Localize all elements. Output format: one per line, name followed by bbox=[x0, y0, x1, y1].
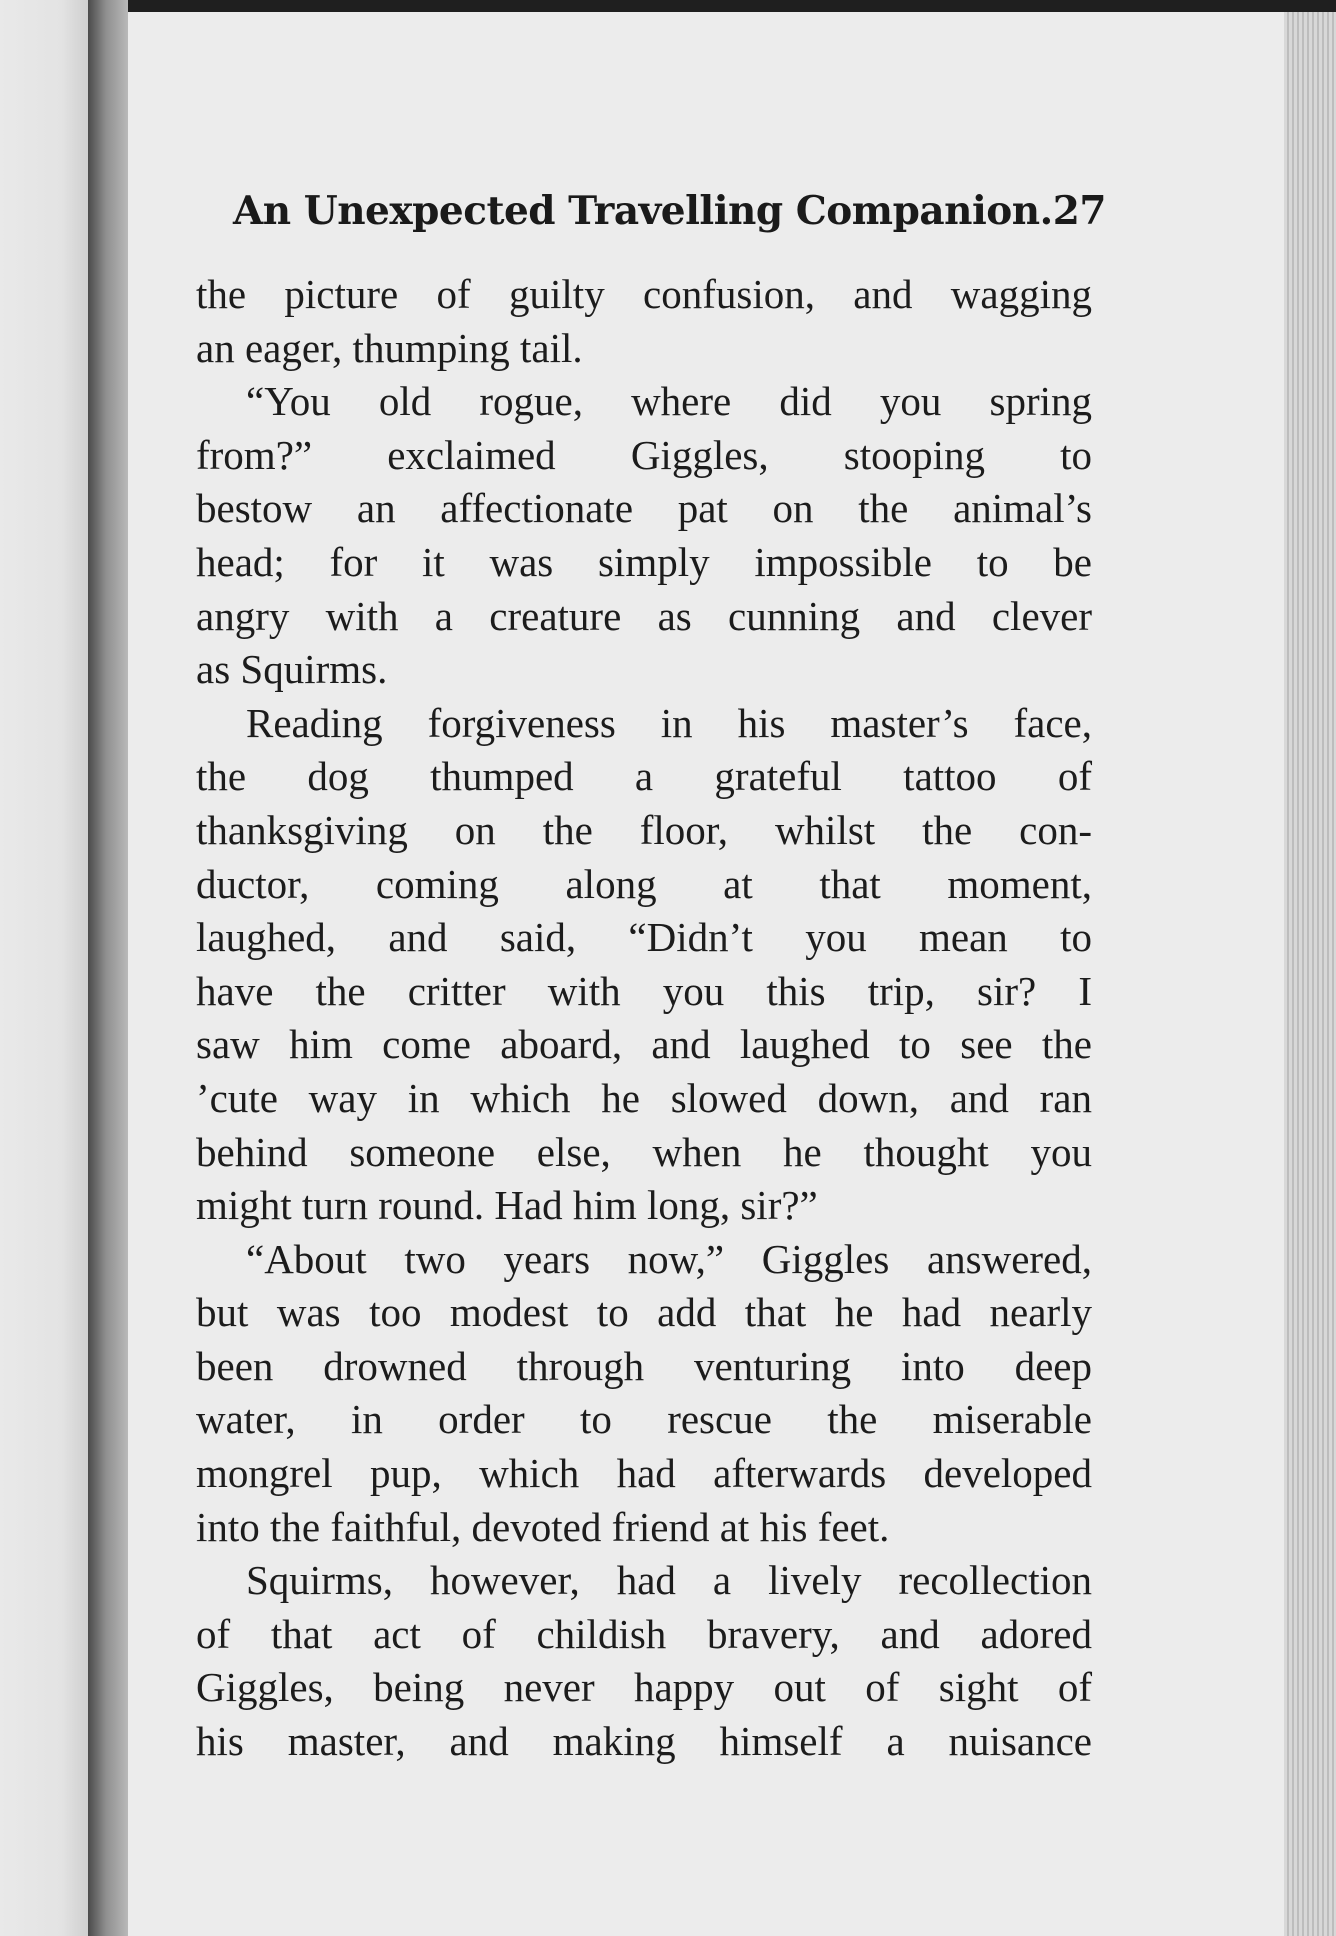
text-line: as Squirms. bbox=[196, 646, 388, 693]
text-line: “About two years now,” Giggles answered, bbox=[246, 1235, 1092, 1282]
text-line: have the critter with you this trip, sir? I bbox=[196, 967, 1092, 1014]
text-line: Reading forgiveness in his master’s face, bbox=[246, 699, 1092, 746]
paragraph bbox=[196, 697, 1092, 1233]
text-line: the picture of guilty confusion, and wagging bbox=[196, 271, 1092, 317]
text-line: of that act of childish bravery, and adored bbox=[196, 1610, 1092, 1657]
running-head-title: An Unexpected Travelling Companion. bbox=[233, 188, 1053, 234]
text-line: water, in order to rescue the miserable bbox=[196, 1396, 1092, 1443]
text-line: “You old rogue, where did you spring bbox=[246, 378, 1092, 425]
text-line: Squirms, however, had a lively recollection bbox=[246, 1557, 1092, 1604]
facing-page-edge bbox=[0, 0, 88, 1936]
scan-top-shadow bbox=[88, 0, 1336, 12]
text-line: the dog thumped a grateful tattoo of bbox=[196, 753, 1092, 800]
text-line: angry with a creature as cunning and clever bbox=[196, 592, 1092, 639]
text-line: an eager, thumping tail. bbox=[196, 324, 583, 371]
text-line: but was too modest to add that he had nearly bbox=[196, 1289, 1092, 1336]
text-line: head; for it was simply impossible to be bbox=[196, 538, 1092, 585]
text-line: bestow an affectionate pat on the animal’s bbox=[196, 485, 1092, 532]
paragraph bbox=[196, 375, 1092, 697]
book-gutter bbox=[88, 0, 128, 1936]
text-line: behind someone else, when he thought you bbox=[196, 1128, 1092, 1175]
running-head bbox=[233, 188, 1107, 234]
text-line: ’cute way in which he slowed down, and ran bbox=[196, 1074, 1092, 1121]
paragraph bbox=[196, 1554, 1092, 1768]
text-line: from?” exclaimed Giggles, stooping to bbox=[196, 431, 1092, 478]
paragraph bbox=[196, 1233, 1092, 1555]
paragraph bbox=[196, 268, 1092, 375]
text-line: been drowned through venturing into deep bbox=[196, 1342, 1092, 1389]
body-text bbox=[196, 268, 1092, 1769]
text-line: thanksgiving on the floor, whilst the con- bbox=[196, 806, 1092, 853]
page-number: 27 bbox=[1052, 188, 1107, 234]
text-line: mongrel pup, which had afterwards developed bbox=[196, 1450, 1092, 1497]
text-line: saw him come aboard, and laughed to see the bbox=[196, 1021, 1092, 1068]
text-line: his master, and making himself a nuisance bbox=[196, 1718, 1092, 1765]
text-line: ductor, coming along at that moment, bbox=[196, 860, 1092, 907]
page-stack-edge bbox=[1284, 12, 1336, 1936]
text-line: laughed, and said, “Didn’t you mean to bbox=[196, 914, 1092, 961]
text-line: Giggles, being never happy out of sight of bbox=[196, 1664, 1092, 1711]
text-line: into the faithful, devoted friend at his feet. bbox=[196, 1503, 890, 1550]
text-line: might turn round. Had him long, sir?” bbox=[196, 1182, 818, 1229]
